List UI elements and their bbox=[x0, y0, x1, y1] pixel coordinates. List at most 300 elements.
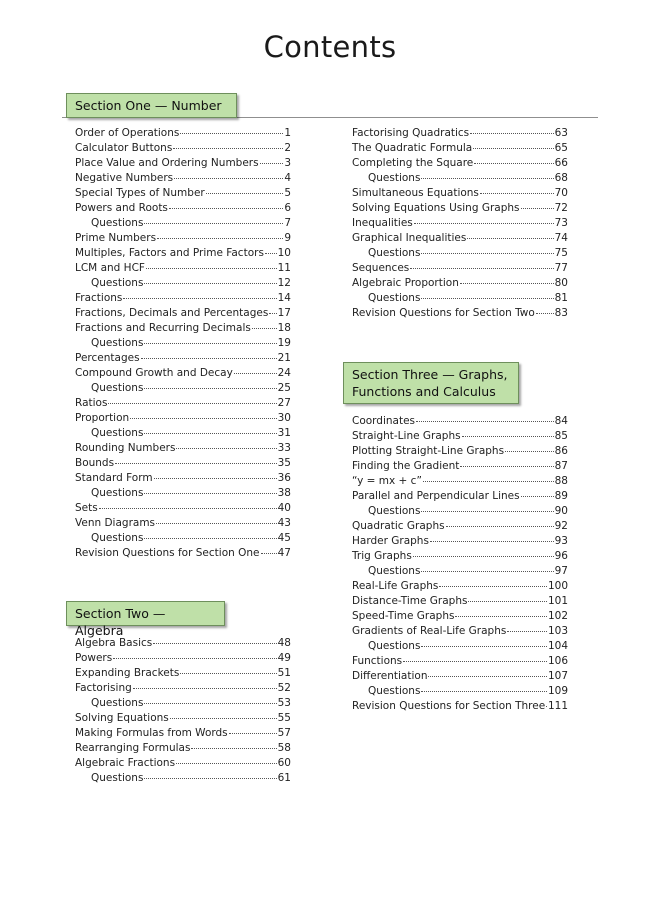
page-number: 65 bbox=[554, 142, 568, 154]
entry-title: Questions bbox=[91, 697, 144, 709]
entry-title: Questions bbox=[368, 247, 421, 259]
page-number: 101 bbox=[547, 595, 568, 607]
page-number: 4 bbox=[284, 172, 291, 184]
page-number: 52 bbox=[277, 682, 291, 694]
toc-entry bbox=[75, 126, 291, 141]
page-number: 3 bbox=[284, 157, 291, 169]
page-number: 77 bbox=[554, 262, 568, 274]
page-number: 73 bbox=[554, 217, 568, 229]
entry-title: Factorising bbox=[75, 682, 132, 694]
dot-leader bbox=[546, 706, 547, 707]
dot-leader bbox=[154, 478, 277, 479]
toc-entry bbox=[75, 291, 291, 306]
page-number: 74 bbox=[554, 232, 568, 244]
entry-title: Questions bbox=[368, 505, 421, 517]
dot-leader bbox=[460, 283, 554, 284]
toc-subentry bbox=[75, 381, 291, 396]
toc-subentry bbox=[352, 639, 568, 654]
section-two-header bbox=[66, 601, 225, 638]
dot-leader bbox=[473, 148, 553, 149]
toc-entry bbox=[352, 276, 568, 291]
toc-entry bbox=[75, 726, 291, 741]
entry-title: The Quadratic Formula bbox=[352, 142, 473, 154]
dot-leader bbox=[156, 523, 277, 524]
dot-leader bbox=[144, 283, 276, 284]
dot-leader bbox=[206, 193, 284, 194]
toc-subentry bbox=[352, 246, 568, 261]
dot-leader bbox=[421, 511, 553, 512]
dot-leader bbox=[421, 646, 547, 647]
dot-leader bbox=[467, 238, 553, 239]
page-number: 27 bbox=[277, 397, 291, 409]
toc-entry bbox=[352, 261, 568, 276]
entry-title: Calculator Buttons bbox=[75, 142, 173, 154]
toc-entry bbox=[352, 654, 568, 669]
page-number: 60 bbox=[277, 757, 291, 769]
section-three-heading-line1: Section Three — Graphs, bbox=[352, 367, 508, 382]
entry-title: Revision Questions for Section Two bbox=[352, 307, 535, 319]
dot-leader bbox=[507, 631, 547, 632]
page-number: 24 bbox=[277, 367, 291, 379]
dot-leader bbox=[176, 763, 277, 764]
page-number: 40 bbox=[277, 502, 291, 514]
toc-entry bbox=[352, 699, 568, 714]
page-number: 81 bbox=[554, 292, 568, 304]
toc-entry bbox=[75, 471, 291, 486]
entry-title: Sets bbox=[75, 502, 98, 514]
page-number: 2 bbox=[284, 142, 291, 154]
toc-entry bbox=[352, 141, 568, 156]
toc-entry bbox=[352, 474, 568, 489]
dot-leader bbox=[108, 403, 276, 404]
entry-title: Rearranging Formulas bbox=[75, 742, 191, 754]
entry-title: Place Value and Ordering Numbers bbox=[75, 157, 259, 169]
entry-title: “y = mx + c” bbox=[352, 475, 422, 487]
toc-entry bbox=[75, 456, 291, 471]
toc-entry bbox=[75, 501, 291, 516]
dot-leader bbox=[252, 328, 277, 329]
toc-subentry bbox=[352, 564, 568, 579]
entry-title: Questions bbox=[91, 337, 144, 349]
toc-entry bbox=[352, 609, 568, 624]
dot-leader bbox=[144, 388, 276, 389]
toc-subentry bbox=[352, 171, 568, 186]
page-number: 106 bbox=[547, 655, 568, 667]
page-number: 88 bbox=[554, 475, 568, 487]
dot-leader bbox=[413, 556, 554, 557]
entry-title: Prime Numbers bbox=[75, 232, 157, 244]
entry-title: Solving Equations bbox=[75, 712, 169, 724]
page-number: 63 bbox=[554, 127, 568, 139]
entry-title: Questions bbox=[368, 172, 421, 184]
page-number: 93 bbox=[554, 535, 568, 547]
toc-entry bbox=[352, 201, 568, 216]
entry-title: Percentages bbox=[75, 352, 140, 364]
toc-entry bbox=[352, 549, 568, 564]
dot-leader bbox=[470, 133, 553, 134]
dot-leader bbox=[146, 268, 277, 269]
entry-title: Questions bbox=[368, 640, 421, 652]
dot-leader bbox=[234, 373, 277, 374]
page-number: 80 bbox=[554, 277, 568, 289]
section-three-heading-line2: Functions and Calculus bbox=[352, 384, 496, 399]
entry-title: Making Formulas from Words bbox=[75, 727, 228, 739]
dot-leader bbox=[505, 451, 554, 452]
entry-title: Questions bbox=[91, 427, 144, 439]
page-number: 30 bbox=[277, 412, 291, 424]
toc-subentry bbox=[75, 696, 291, 711]
page-number: 97 bbox=[554, 565, 568, 577]
dot-leader bbox=[462, 436, 554, 437]
entry-title: Questions bbox=[91, 487, 144, 499]
entry-title: Questions bbox=[91, 277, 144, 289]
entry-title: Expanding Brackets bbox=[75, 667, 180, 679]
toc-subentry bbox=[352, 504, 568, 519]
page-title: Contents bbox=[263, 30, 397, 64]
dot-leader bbox=[439, 586, 547, 587]
dot-leader bbox=[536, 313, 554, 314]
entry-title: Revision Questions for Section Three bbox=[352, 700, 546, 712]
toc-entry bbox=[75, 396, 291, 411]
toc-subentry bbox=[75, 426, 291, 441]
entry-title: Simultaneous Equations bbox=[352, 187, 479, 199]
page-number: 47 bbox=[277, 547, 291, 559]
dot-leader bbox=[260, 163, 284, 164]
entry-title: Revision Questions for Section One bbox=[75, 547, 260, 559]
page-number: 11 bbox=[277, 262, 291, 274]
entry-title: Algebra Basics bbox=[75, 637, 153, 649]
page-number: 6 bbox=[284, 202, 291, 214]
page-number: 53 bbox=[277, 697, 291, 709]
entry-title: Questions bbox=[91, 217, 144, 229]
page-number: 7 bbox=[284, 217, 291, 229]
entry-title: Venn Diagrams bbox=[75, 517, 156, 529]
section-two-toc bbox=[75, 636, 291, 786]
toc-entry bbox=[75, 546, 291, 561]
page-number: 89 bbox=[554, 490, 568, 502]
toc-entry bbox=[352, 579, 568, 594]
page-number: 43 bbox=[277, 517, 291, 529]
toc-entry bbox=[352, 126, 568, 141]
entry-title: Powers bbox=[75, 652, 113, 664]
toc-entry bbox=[75, 246, 291, 261]
dot-leader bbox=[141, 358, 277, 359]
dot-leader bbox=[421, 571, 553, 572]
section-one-toc bbox=[75, 126, 291, 561]
entry-title: Finding the Gradient bbox=[352, 460, 460, 472]
page-number: 85 bbox=[554, 430, 568, 442]
dot-leader bbox=[176, 448, 276, 449]
dot-leader bbox=[416, 421, 554, 422]
dot-leader bbox=[261, 553, 277, 554]
toc-subentry bbox=[352, 684, 568, 699]
section-three-header bbox=[343, 362, 519, 404]
toc-subentry bbox=[352, 291, 568, 306]
page-number: 48 bbox=[277, 637, 291, 649]
dot-leader bbox=[269, 313, 276, 314]
dot-leader bbox=[144, 538, 276, 539]
toc-entry bbox=[75, 681, 291, 696]
entry-title: Questions bbox=[91, 772, 144, 784]
page-number: 57 bbox=[277, 727, 291, 739]
page-number: 84 bbox=[554, 415, 568, 427]
dot-leader bbox=[421, 178, 553, 179]
dot-leader bbox=[123, 298, 276, 299]
toc-entry bbox=[75, 261, 291, 276]
page-number: 33 bbox=[277, 442, 291, 454]
dot-leader bbox=[113, 658, 276, 659]
entry-title: Fractions and Recurring Decimals bbox=[75, 322, 251, 334]
page-number: 19 bbox=[277, 337, 291, 349]
toc-entry bbox=[75, 636, 291, 651]
dot-leader bbox=[170, 718, 277, 719]
toc-entry bbox=[75, 516, 291, 531]
toc-entry bbox=[352, 216, 568, 231]
entry-title: Rounding Numbers bbox=[75, 442, 176, 454]
dot-leader bbox=[99, 508, 277, 509]
dot-leader bbox=[169, 208, 283, 209]
entry-title: Fractions bbox=[75, 292, 123, 304]
entry-title: Multiples, Factors and Prime Factors bbox=[75, 247, 264, 259]
page-number: 35 bbox=[277, 457, 291, 469]
toc-entry bbox=[352, 594, 568, 609]
dot-leader bbox=[421, 691, 547, 692]
page-number: 68 bbox=[554, 172, 568, 184]
toc-entry bbox=[75, 141, 291, 156]
page-number: 90 bbox=[554, 505, 568, 517]
page-number: 75 bbox=[554, 247, 568, 259]
toc-entry bbox=[75, 711, 291, 726]
page-number: 87 bbox=[554, 460, 568, 472]
toc-subentry bbox=[75, 771, 291, 786]
toc-entry bbox=[75, 321, 291, 336]
entry-title: Distance-Time Graphs bbox=[352, 595, 468, 607]
dot-leader bbox=[144, 703, 276, 704]
page-number: 83 bbox=[554, 307, 568, 319]
page-number: 38 bbox=[277, 487, 291, 499]
entry-title: Quadratic Graphs bbox=[352, 520, 445, 532]
dot-leader bbox=[157, 238, 283, 239]
toc-entry bbox=[75, 651, 291, 666]
page-number: 51 bbox=[277, 667, 291, 679]
dot-leader bbox=[191, 748, 276, 749]
dot-leader bbox=[144, 778, 276, 779]
dot-leader bbox=[446, 526, 554, 527]
toc-entry bbox=[352, 489, 568, 504]
page-number: 1 bbox=[284, 127, 291, 139]
dot-leader bbox=[421, 253, 553, 254]
page-number: 58 bbox=[277, 742, 291, 754]
page-number: 61 bbox=[277, 772, 291, 784]
page-number: 107 bbox=[547, 670, 568, 682]
entry-title: Plotting Straight-Line Graphs bbox=[352, 445, 505, 457]
entry-title: Gradients of Real-Life Graphs bbox=[352, 625, 507, 637]
page-number: 18 bbox=[277, 322, 291, 334]
entry-title: Functions bbox=[352, 655, 403, 667]
dot-leader bbox=[173, 148, 283, 149]
entry-title: Ratios bbox=[75, 397, 108, 409]
toc-entry bbox=[75, 366, 291, 381]
dot-leader bbox=[133, 688, 277, 689]
dot-leader bbox=[468, 601, 547, 602]
page-number: 72 bbox=[554, 202, 568, 214]
toc-subentry bbox=[75, 486, 291, 501]
dot-leader bbox=[144, 343, 276, 344]
toc-entry bbox=[75, 741, 291, 756]
dot-leader bbox=[460, 466, 553, 467]
toc-entry bbox=[352, 156, 568, 171]
dot-leader bbox=[480, 193, 554, 194]
toc-entry bbox=[352, 534, 568, 549]
entry-title: Coordinates bbox=[352, 415, 416, 427]
page-number: 25 bbox=[277, 382, 291, 394]
toc-entry bbox=[75, 156, 291, 171]
toc-entry bbox=[75, 201, 291, 216]
page-number: 92 bbox=[554, 520, 568, 532]
page-number: 45 bbox=[277, 532, 291, 544]
entry-title: Straight-Line Graphs bbox=[352, 430, 461, 442]
toc-subentry bbox=[75, 276, 291, 291]
entry-title: Fractions, Decimals and Percentages bbox=[75, 307, 269, 319]
toc-entry bbox=[75, 441, 291, 456]
page-number: 9 bbox=[284, 232, 291, 244]
toc-subentry bbox=[75, 531, 291, 546]
page-number: 5 bbox=[284, 187, 291, 199]
dot-leader bbox=[144, 223, 283, 224]
dot-leader bbox=[428, 676, 546, 677]
toc-entry bbox=[75, 666, 291, 681]
dot-leader bbox=[115, 463, 277, 464]
entry-title: Questions bbox=[368, 292, 421, 304]
toc-entry bbox=[352, 624, 568, 639]
section-one-heading: Section One — Number bbox=[75, 98, 222, 113]
entry-title: Inequalities bbox=[352, 217, 413, 229]
entry-title: Algebraic Fractions bbox=[75, 757, 176, 769]
toc-entry bbox=[75, 411, 291, 426]
toc-entry bbox=[352, 414, 568, 429]
toc-entry bbox=[75, 171, 291, 186]
page-number: 12 bbox=[277, 277, 291, 289]
entry-title: Real-Life Graphs bbox=[352, 580, 439, 592]
entry-title: Questions bbox=[91, 382, 144, 394]
page-number: 103 bbox=[547, 625, 568, 637]
dot-leader bbox=[229, 733, 277, 734]
toc-entry bbox=[75, 306, 291, 321]
entry-title: Questions bbox=[368, 685, 421, 697]
section-three-toc bbox=[352, 414, 568, 714]
entry-title: Trig Graphs bbox=[352, 550, 412, 562]
entry-title: Questions bbox=[91, 532, 144, 544]
entry-title: Standard Form bbox=[75, 472, 153, 484]
page-number: 104 bbox=[547, 640, 568, 652]
entry-title: Special Types of Number bbox=[75, 187, 205, 199]
toc-entry bbox=[352, 186, 568, 201]
page-number: 21 bbox=[277, 352, 291, 364]
entry-title: LCM and HCF bbox=[75, 262, 145, 274]
dot-leader bbox=[153, 643, 276, 644]
page-number: 111 bbox=[547, 700, 568, 712]
toc-entry bbox=[75, 231, 291, 246]
toc-entry bbox=[352, 231, 568, 246]
dot-leader bbox=[265, 253, 277, 254]
page-number: 100 bbox=[547, 580, 568, 592]
page-number: 31 bbox=[277, 427, 291, 439]
page-number: 86 bbox=[554, 445, 568, 457]
entry-title: Speed-Time Graphs bbox=[352, 610, 455, 622]
page-number: 14 bbox=[277, 292, 291, 304]
entry-title: Algebraic Proportion bbox=[352, 277, 459, 289]
toc-subentry bbox=[75, 336, 291, 351]
entry-title: Powers and Roots bbox=[75, 202, 168, 214]
page-number: 36 bbox=[277, 472, 291, 484]
section-two-heading: Section Two — Algebra bbox=[75, 606, 166, 638]
entry-title: Bounds bbox=[75, 457, 115, 469]
toc-entry bbox=[352, 519, 568, 534]
entry-title: Harder Graphs bbox=[352, 535, 429, 547]
page-number: 96 bbox=[554, 550, 568, 562]
entry-title: Proportion bbox=[75, 412, 130, 424]
dot-leader bbox=[174, 178, 283, 179]
page-number: 17 bbox=[277, 307, 291, 319]
entry-title: Negative Numbers bbox=[75, 172, 174, 184]
entry-title: Questions bbox=[368, 565, 421, 577]
dot-leader bbox=[521, 208, 554, 209]
entry-title: Compound Growth and Decay bbox=[75, 367, 233, 379]
entry-title: Order of Operations bbox=[75, 127, 180, 139]
toc-entry bbox=[75, 186, 291, 201]
page-number: 55 bbox=[277, 712, 291, 724]
dot-leader bbox=[144, 493, 276, 494]
entry-title: Differentiation bbox=[352, 670, 428, 682]
dot-leader bbox=[455, 616, 547, 617]
page-number: 102 bbox=[547, 610, 568, 622]
entry-title: Solving Equations Using Graphs bbox=[352, 202, 520, 214]
entry-title: Factorising Quadratics bbox=[352, 127, 470, 139]
toc-entry bbox=[352, 429, 568, 444]
toc-entry bbox=[352, 669, 568, 684]
toc-entry bbox=[75, 756, 291, 771]
dot-leader bbox=[521, 496, 554, 497]
section-one-header bbox=[66, 93, 237, 118]
dot-leader bbox=[144, 433, 276, 434]
dot-leader bbox=[474, 163, 553, 164]
toc-entry bbox=[352, 444, 568, 459]
dot-leader bbox=[180, 673, 276, 674]
dot-leader bbox=[403, 661, 547, 662]
toc-entry bbox=[352, 459, 568, 474]
toc-entry bbox=[75, 351, 291, 366]
toc-entry bbox=[352, 306, 568, 321]
section-two-continued-toc bbox=[352, 126, 568, 321]
dot-leader bbox=[130, 418, 276, 419]
dot-leader bbox=[430, 541, 554, 542]
entry-title: Sequences bbox=[352, 262, 410, 274]
entry-title: Graphical Inequalities bbox=[352, 232, 467, 244]
dot-leader bbox=[180, 133, 283, 134]
dot-leader bbox=[421, 298, 553, 299]
entry-title: Parallel and Perpendicular Lines bbox=[352, 490, 520, 502]
toc-subentry bbox=[75, 216, 291, 231]
dot-leader bbox=[423, 481, 554, 482]
page-number: 66 bbox=[554, 157, 568, 169]
page-number: 70 bbox=[554, 187, 568, 199]
page-number: 49 bbox=[277, 652, 291, 664]
page-number: 109 bbox=[547, 685, 568, 697]
dot-leader bbox=[414, 223, 554, 224]
entry-title: Completing the Square bbox=[352, 157, 474, 169]
dot-leader bbox=[410, 268, 553, 269]
page-number: 10 bbox=[277, 247, 291, 259]
